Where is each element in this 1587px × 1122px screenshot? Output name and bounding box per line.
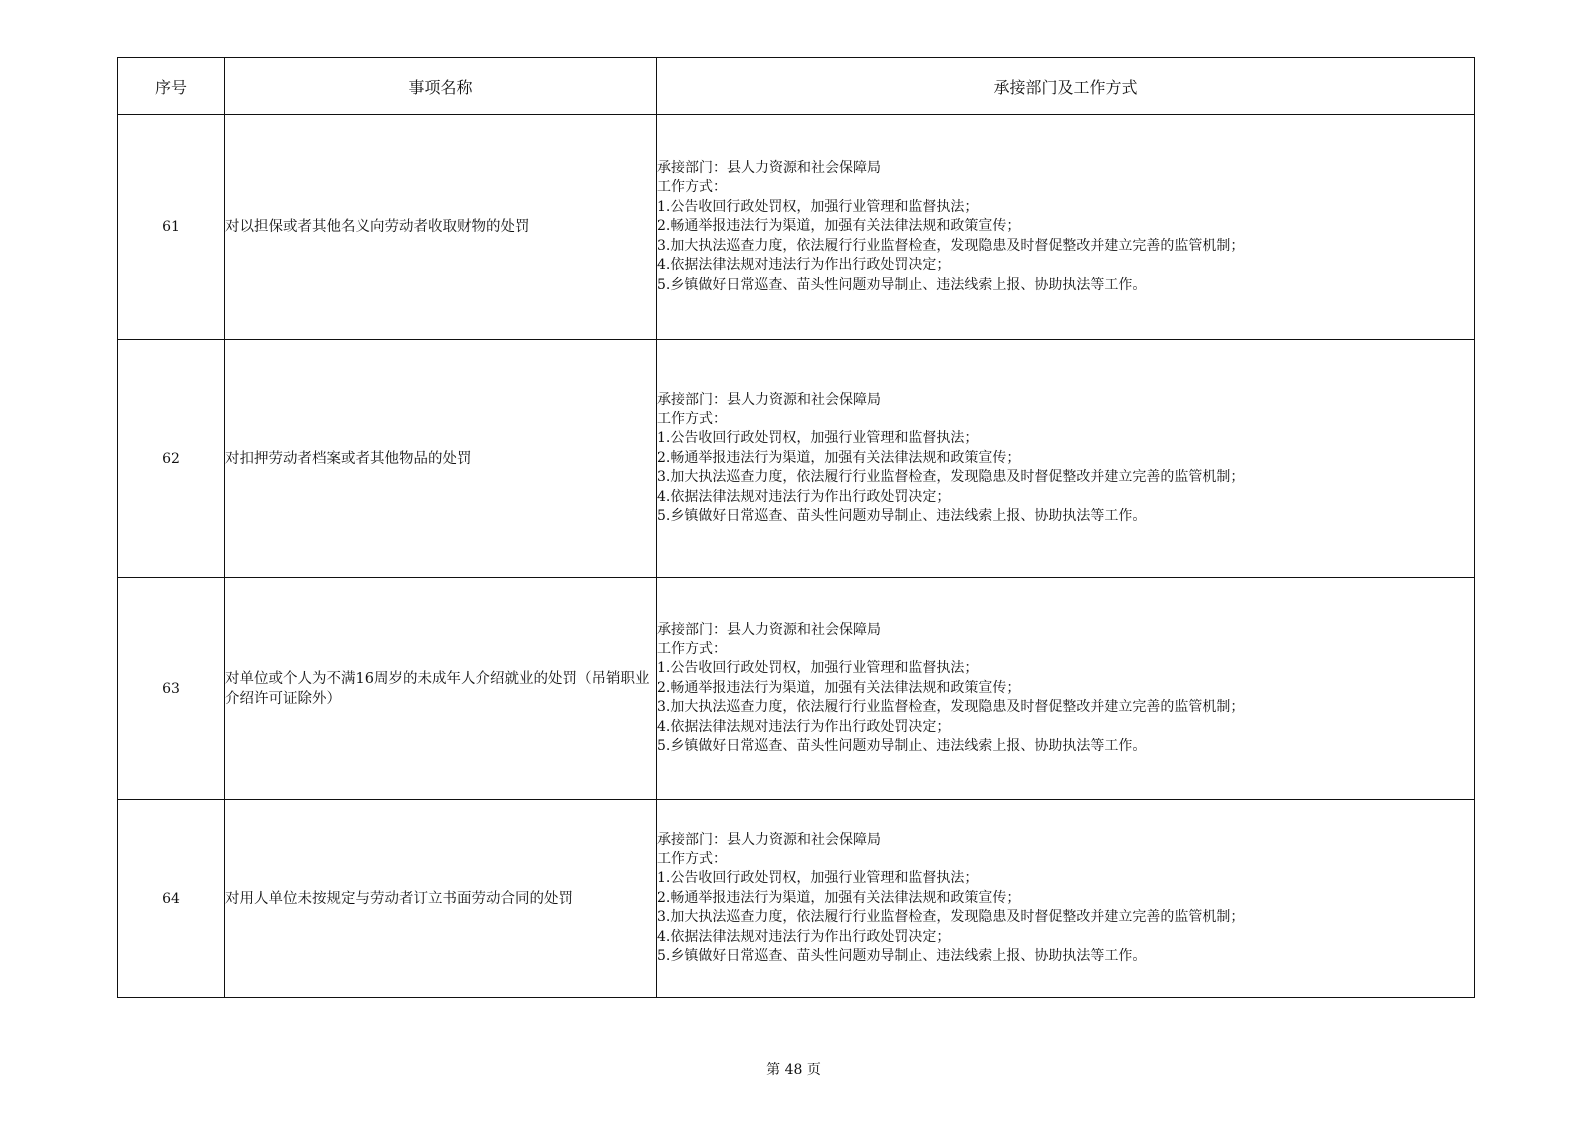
row-dept-method [657, 578, 1475, 800]
header-dept: 承接部门及工作方式 [657, 58, 1475, 115]
dept-line: 2.畅通举报违法行为渠道，加强有关法律法规和政策宣传； [657, 449, 1021, 466]
header-seq: 序号 [118, 58, 225, 115]
table-row [118, 578, 1475, 800]
dept-line: 1.公告收回行政处罚权，加强行业管理和监督执法； [657, 198, 979, 215]
dept-line: 2.畅通举报违法行为渠道，加强有关法律法规和政策宣传； [657, 679, 1021, 696]
dept-line: 3.加大执法巡查力度，依法履行行业监督检查，发现隐患及时督促整改并建立完善的监管机制； [657, 909, 1245, 926]
dept-line: 3.加大执法巡查力度，依法履行行业监督检查，发现隐患及时督促整改并建立完善的监管机制； [657, 237, 1245, 254]
dept-line: 工作方式： [657, 850, 727, 867]
dept-line: 工作方式： [657, 640, 727, 657]
dept-line: 2.畅通举报违法行为渠道，加强有关法律法规和政策宣传； [657, 218, 1021, 235]
dept-line: 2.畅通举报违法行为渠道，加强有关法律法规和政策宣传； [657, 889, 1021, 906]
dept-line: 3.加大执法巡查力度，依法履行行业监督检查，发现隐患及时督促整改并建立完善的监管机制； [657, 469, 1245, 486]
dept-line: 1.公告收回行政处罚权，加强行业管理和监督执法； [657, 870, 979, 887]
row-item-name: 对扣押劳动者档案或者其他物品的处罚 [225, 340, 657, 578]
row-dept-method [657, 340, 1475, 578]
row-item-name: 对单位或个人为不满16周岁的未成年人介绍就业的处罚（吊销职业介绍许可证除外） [225, 578, 657, 800]
dept-line: 承接部门：县人力资源和社会保障局 [657, 391, 881, 408]
row-seq: 61 [118, 115, 225, 340]
dept-line: 4.依据法律法规对违法行为作出行政处罚决定； [657, 257, 951, 274]
table-row [118, 800, 1475, 998]
row-dept-method [657, 115, 1475, 340]
row-seq: 64 [118, 800, 225, 998]
dept-line: 工作方式： [657, 179, 727, 196]
row-item-name: 对以担保或者其他名义向劳动者收取财物的处罚 [225, 115, 657, 340]
row-dept-method [657, 800, 1475, 998]
dept-line: 1.公告收回行政处罚权，加强行业管理和监督执法； [657, 430, 979, 447]
row-item-name: 对用人单位未按规定与劳动者订立书面劳动合同的处罚 [225, 800, 657, 998]
dept-line: 1.公告收回行政处罚权，加强行业管理和监督执法； [657, 660, 979, 677]
dept-line: 5.乡镇做好日常巡查、苗头性问题劝导制止、违法线索上报、协助执法等工作。 [657, 276, 1147, 293]
table-row [118, 340, 1475, 578]
dept-line: 工作方式： [657, 410, 727, 427]
dept-line: 5.乡镇做好日常巡查、苗头性问题劝导制止、违法线索上报、协助执法等工作。 [657, 508, 1147, 525]
row-seq: 63 [118, 578, 225, 800]
dept-line: 5.乡镇做好日常巡查、苗头性问题劝导制止、违法线索上报、协助执法等工作。 [657, 948, 1147, 965]
page-number: 第 48 页 [766, 1062, 821, 1078]
dept-line: 3.加大执法巡查力度，依法履行行业监督检查，发现隐患及时督促整改并建立完善的监管机制； [657, 699, 1245, 716]
header-name: 事项名称 [225, 58, 657, 115]
row-seq: 62 [118, 340, 225, 578]
dept-line: 5.乡镇做好日常巡查、苗头性问题劝导制止、违法线索上报、协助执法等工作。 [657, 738, 1147, 755]
dept-line: 承接部门：县人力资源和社会保障局 [657, 831, 881, 848]
items-table [117, 57, 1475, 998]
dept-line: 承接部门：县人力资源和社会保障局 [657, 160, 881, 177]
dept-line: 4.依据法律法规对违法行为作出行政处罚决定； [657, 928, 951, 945]
dept-line: 承接部门：县人力资源和社会保障局 [657, 621, 881, 638]
header-row [118, 58, 1475, 115]
dept-line: 4.依据法律法规对违法行为作出行政处罚决定； [657, 718, 951, 735]
table-row [118, 115, 1475, 340]
dept-line: 4.依据法律法规对违法行为作出行政处罚决定； [657, 488, 951, 505]
